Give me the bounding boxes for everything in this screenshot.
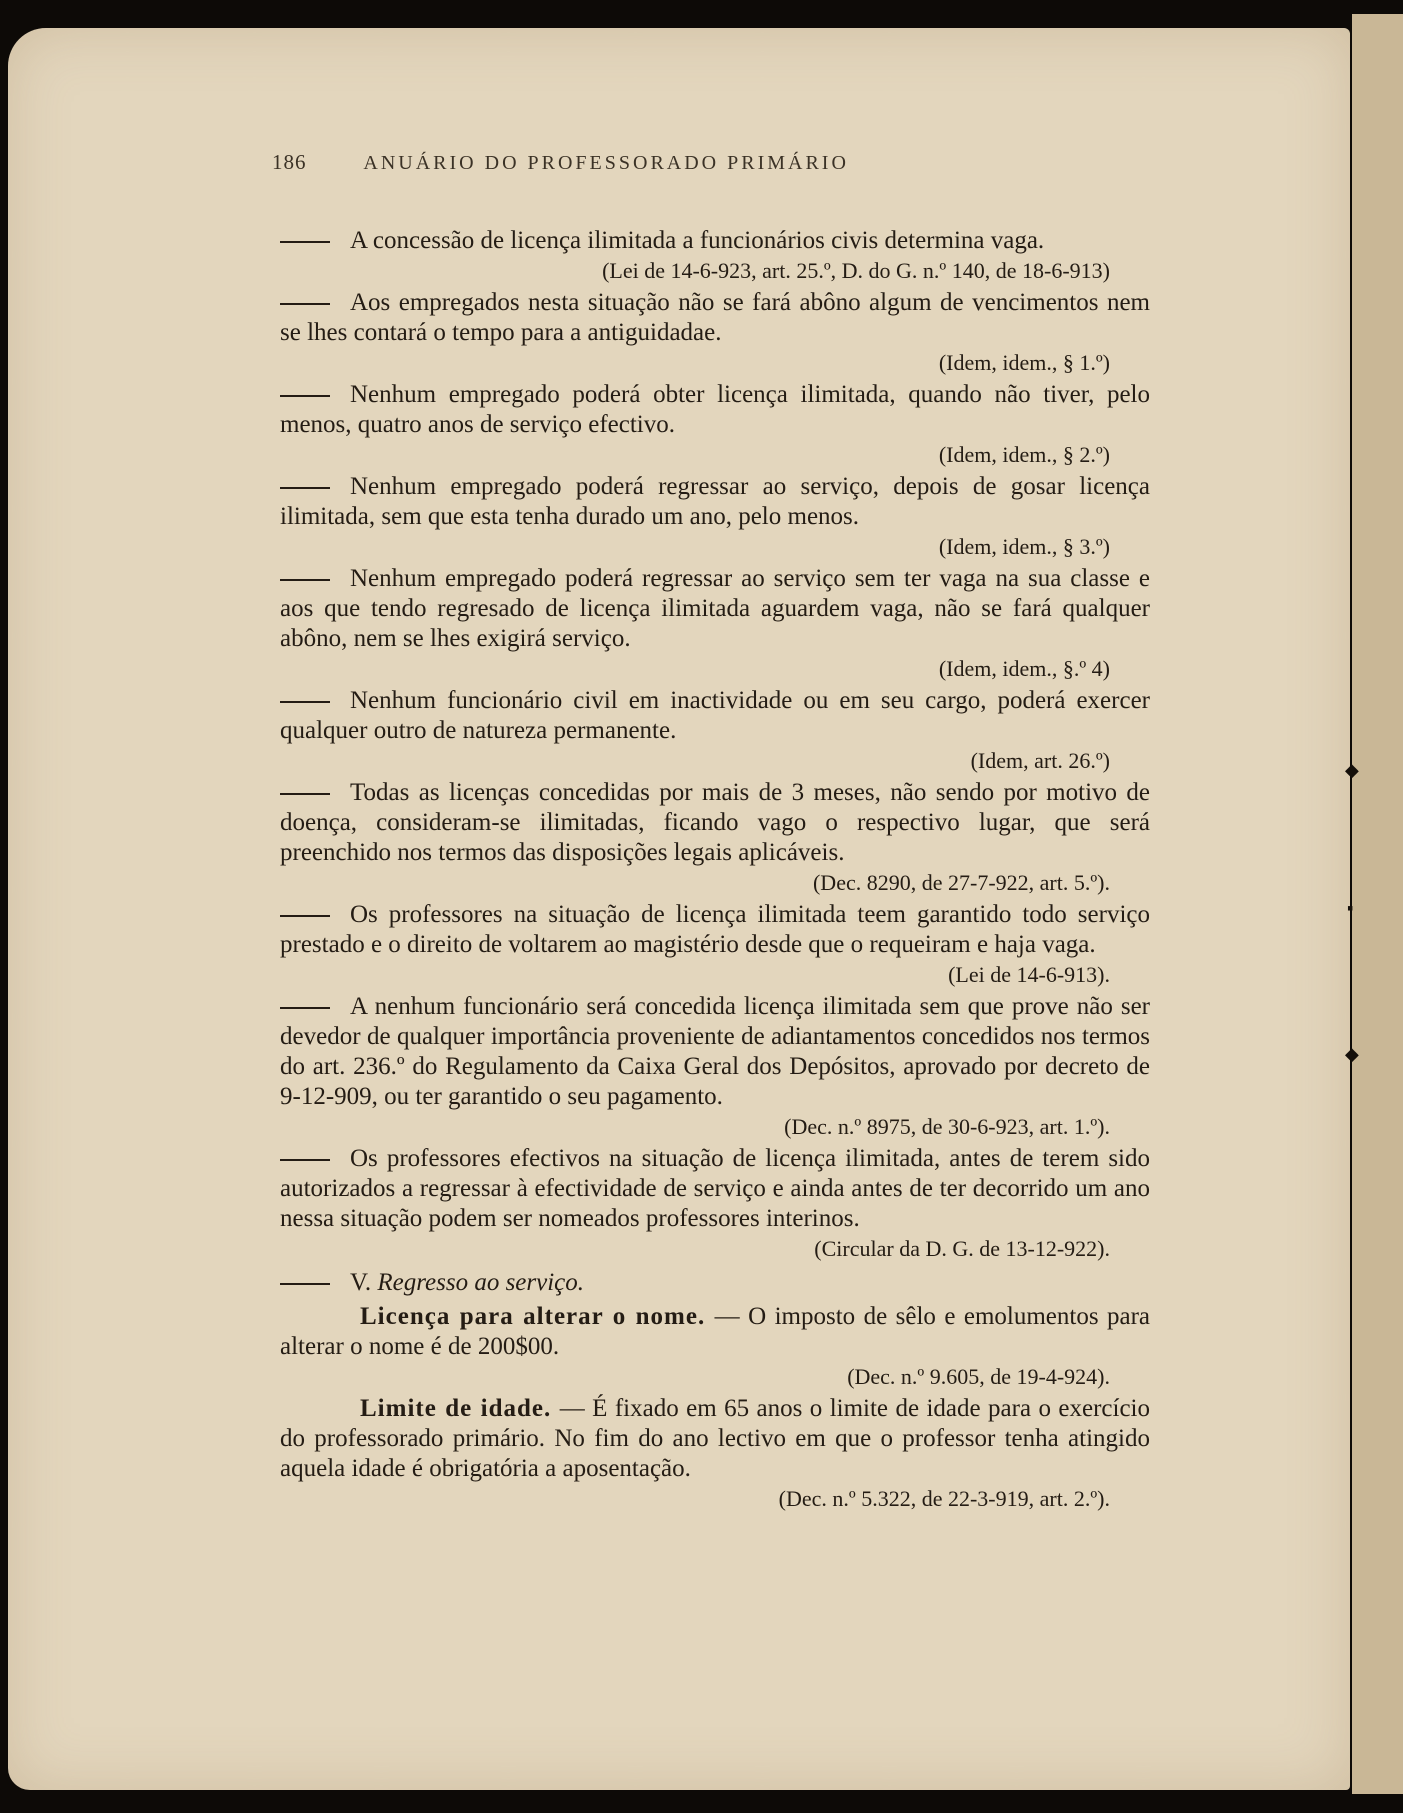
dash-rule (280, 241, 330, 243)
paragraph-text: Os professores na situação de licença ilimitada teem garantido todo serviço prestado e o direito de voltarem ao magistério desde que o requeiram e haja vaga. (280, 901, 1150, 958)
entry-text: — É fixado em 65 anos o limite de idade para o exercício do professorado primário. No fim do ano lectivo em que o professor tenha atingido aquela idade é obrigatória a aposentação. (280, 1395, 1150, 1482)
dash-rule (280, 701, 330, 703)
running-title: ANUÁRIO DO PROFESSORADO PRIMÁRIO (363, 152, 849, 174)
dash-rule (280, 915, 330, 917)
dash-rule (280, 487, 330, 489)
margin-mark: ◆ (1345, 760, 1359, 780)
page-body (280, 226, 1150, 1516)
entry-heading: Limite de idade. (360, 1395, 560, 1422)
running-header (272, 150, 972, 175)
dash-rule (280, 303, 330, 305)
paragraph (280, 992, 1150, 1112)
section-heading (280, 1268, 1150, 1298)
paragraph-text: V. Regresso ao serviço. (350, 1269, 585, 1296)
citation: (Lei de 14-6-923, art. 25.º, D. do G. n.º 140, de 18-6-913) (602, 258, 1110, 283)
dash-rule (280, 1159, 330, 1161)
paragraph (280, 226, 1150, 256)
citation: (Idem, idem., § 1.º) (938, 350, 1110, 375)
dash-rule (280, 793, 330, 795)
paragraph (280, 686, 1150, 746)
dash-rule (280, 1283, 330, 1285)
citation: (Dec. 8290, de 27-7-922, art. 5.º). (812, 870, 1110, 895)
paragraph-text: Todas as licenças concedidas por mais de 3 meses, não sendo por motivo de doença, consideram-se ilimitadas, ficando vago o respectivo lugar, que será preenchido nos termos das disposições legais aplicáveis. (280, 779, 1150, 866)
citation: (Circular da D. G. de 13-12-922). (814, 1236, 1110, 1261)
margin-mark: ▪ (1347, 898, 1354, 918)
paragraph-text: Nenhum empregado poderá regressar ao serviço sem ter vaga na sua classe e aos que tendo regresado de licença ilimitada aguardem vaga, não se fará qualquer abôno, nem se lhes exigirá serviço. (280, 565, 1150, 652)
paragraph-text: Os professores efectivos na situação de licença ilimitada, antes de terem sido autorizados a regressar à efectividade de serviço e ainda antes de ter decorrido um ano nessa situação podem ser nomeados professores interinos. (280, 1145, 1150, 1232)
entry-paragraph (280, 1302, 1150, 1362)
paragraph (280, 900, 1150, 960)
paragraph-text: Nenhum empregado poderá obter licença ilimitada, quando não tiver, pelo menos, quatro anos de serviço efectivo. (280, 381, 1150, 438)
paragraph (280, 1144, 1150, 1234)
margin-mark: ◆ (1345, 1044, 1359, 1064)
entry-text: — O imposto de sêlo e emolumentos para alterar o nome é de 200$00. (280, 1303, 1151, 1360)
paragraph (280, 778, 1150, 868)
paragraph (280, 288, 1150, 348)
citation: (Dec. n.º 8975, de 30-6-923, art. 1.º). (784, 1114, 1110, 1139)
paragraph-text: A concessão de licença ilimitada a funcionários civis determina vaga. (350, 227, 1045, 254)
citation: (Idem, idem., § 3.º) (938, 534, 1110, 559)
paragraph (280, 380, 1150, 440)
entry-paragraph (280, 1394, 1150, 1484)
next-page-edge (1352, 14, 1403, 1794)
citation: (Lei de 14-6-913). (948, 962, 1110, 987)
citation: (Dec. n.º 9.605, de 19-4-924). (847, 1364, 1110, 1389)
page-number: 186 (272, 150, 307, 174)
paragraph (280, 564, 1150, 654)
dash-rule (280, 1007, 330, 1009)
citation: (Dec. n.º 5.322, de 22-3-919, art. 2.º). (778, 1486, 1110, 1511)
citation: (Idem, idem., § 2.º) (938, 442, 1110, 467)
paragraph (280, 472, 1150, 532)
citation: (Idem, idem., §.º 4) (938, 656, 1110, 681)
entry-heading: Licença para alterar o nome. (360, 1303, 715, 1330)
citation: (Idem, art. 26.º) (970, 748, 1110, 773)
dash-rule (280, 395, 330, 397)
paragraph-text: Nenhum empregado poderá regressar ao serviço, depois de gosar licença ilimitada, sem que esta tenha durado um ano, pelo menos. (280, 473, 1150, 530)
paragraph-text: A nenhum funcionário será concedida licença ilimitada sem que prove não ser devedor de qualquer importância proveniente de adiantamentos concedidos nos termos do art. 236.º do Regulamento da Caixa Geral dos Depósitos, aprovado por decreto de 9-12-909, ou ter garantido o seu pagamento. (280, 993, 1150, 1110)
paragraph-text: Aos empregados nesta situação não se fará abôno algum de vencimentos nem se lhes contará o tempo para a antiguidadae. (280, 289, 1150, 346)
dash-rule (280, 579, 330, 581)
paragraph-text: Nenhum funcionário civil em inactividade ou em seu cargo, poderá exercer qualquer outro de natureza permanente. (280, 687, 1150, 744)
